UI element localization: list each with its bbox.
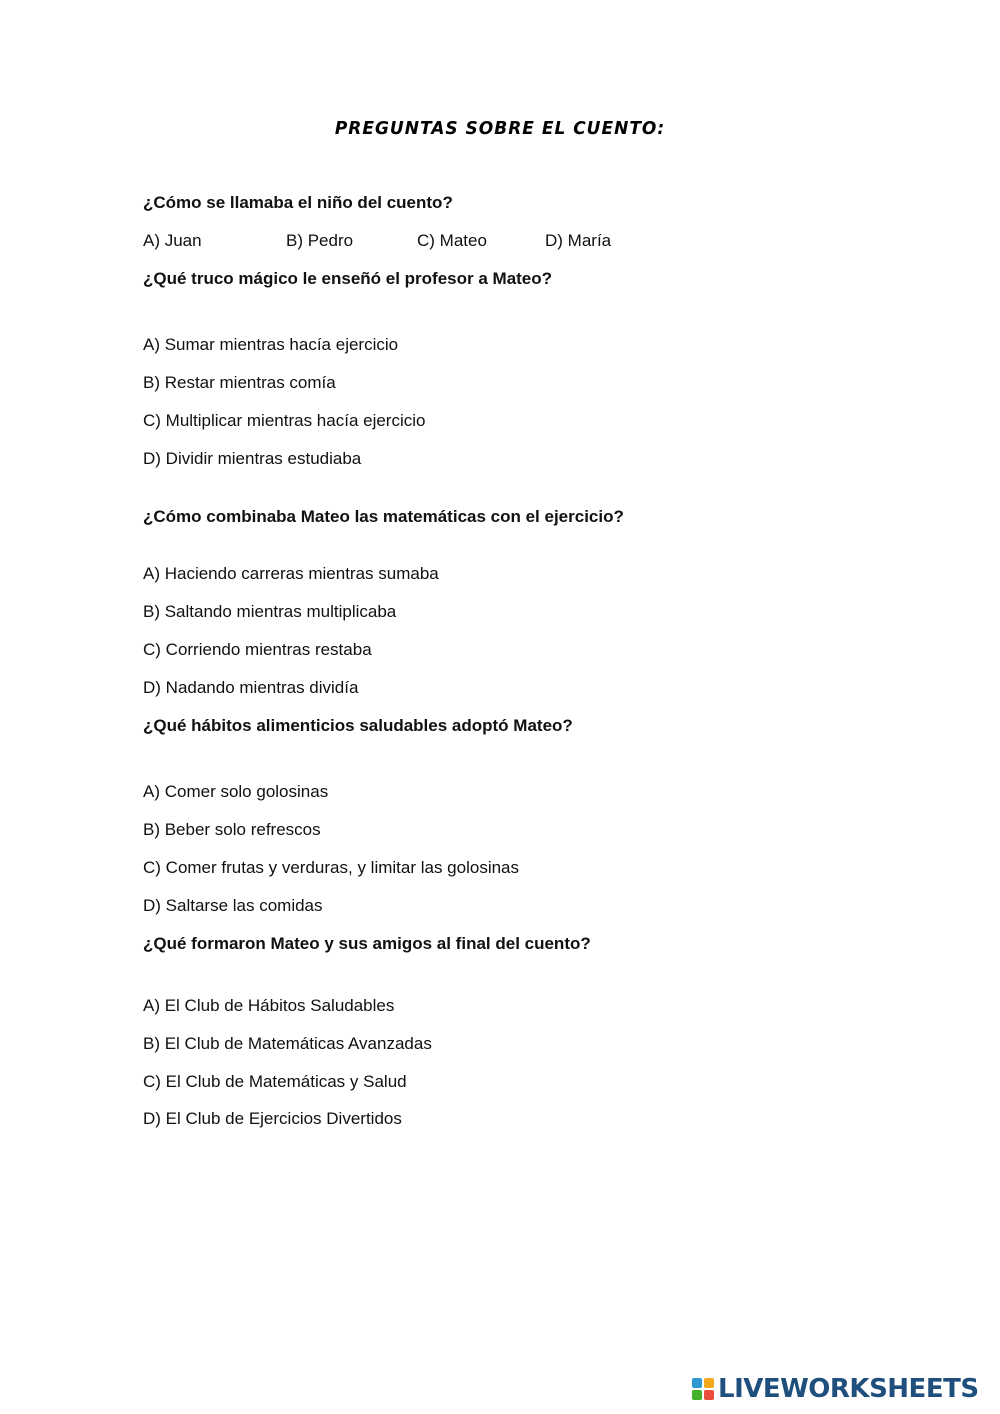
logo-tile-icon bbox=[704, 1378, 714, 1388]
question-4: ¿Qué hábitos alimenticios saludables adoptó Mateo? bbox=[143, 716, 573, 735]
question-5-option-d: D) El Club de Ejercicios Divertidos bbox=[143, 1109, 402, 1128]
logo-tile-icon bbox=[692, 1378, 702, 1388]
logo-tile-icon bbox=[704, 1390, 714, 1400]
question-2: ¿Qué truco mágico le enseñó el profesor a Mateo? bbox=[143, 269, 553, 288]
question-3: ¿Cómo combinaba Mateo las matemáticas con el ejercicio? bbox=[143, 507, 624, 526]
logo-text: LIVEWORKSHEETS bbox=[718, 1374, 979, 1404]
question-2-option-a: A) Sumar mientras hacía ejercicio bbox=[143, 335, 399, 354]
question-2-option-b: B) Restar mientras comía bbox=[143, 373, 336, 392]
logo-tile-icon bbox=[692, 1390, 702, 1400]
question-1-option-b: B) Pedro bbox=[286, 231, 354, 250]
question-3-option-b: B) Saltando mientras multiplicaba bbox=[143, 602, 397, 621]
question-3-option-c: C) Corriendo mientras restaba bbox=[143, 640, 372, 659]
question-1-option-c: C) Mateo bbox=[417, 231, 487, 250]
question-1-option-a: A) Juan bbox=[143, 231, 202, 250]
question-5: ¿Qué formaron Mateo y sus amigos al final del cuento? bbox=[143, 934, 591, 953]
question-5-option-b: B) El Club de Matemáticas Avanzadas bbox=[143, 1034, 432, 1053]
question-5-option-c: C) El Club de Matemáticas y Salud bbox=[143, 1072, 407, 1091]
question-3-option-d: D) Nadando mientras dividía bbox=[143, 678, 359, 697]
question-2-option-d: D) Dividir mientras estudiaba bbox=[143, 449, 362, 468]
question-4-option-a: A) Comer solo golosinas bbox=[143, 782, 329, 801]
question-4-option-b: B) Beber solo refrescos bbox=[143, 820, 321, 839]
question-4-option-c: C) Comer frutas y verduras, y limitar las golosinas bbox=[143, 858, 520, 877]
question-1: ¿Cómo se llamaba el niño del cuento? bbox=[143, 193, 453, 212]
question-4-option-d: D) Saltarse las comidas bbox=[143, 896, 323, 915]
logo-grid-icon bbox=[692, 1378, 714, 1400]
liveworksheets-logo[interactable] bbox=[692, 1373, 979, 1405]
question-3-option-a: A) Haciendo carreras mientras sumaba bbox=[143, 564, 439, 583]
question-5-option-a: A) El Club de Hábitos Saludables bbox=[143, 996, 395, 1015]
worksheet-title: PREGUNTAS SOBRE EL CUENTO: bbox=[334, 118, 666, 140]
question-2-option-c: C) Multiplicar mientras hacía ejercicio bbox=[143, 411, 426, 430]
question-1-option-d: D) María bbox=[545, 231, 612, 250]
